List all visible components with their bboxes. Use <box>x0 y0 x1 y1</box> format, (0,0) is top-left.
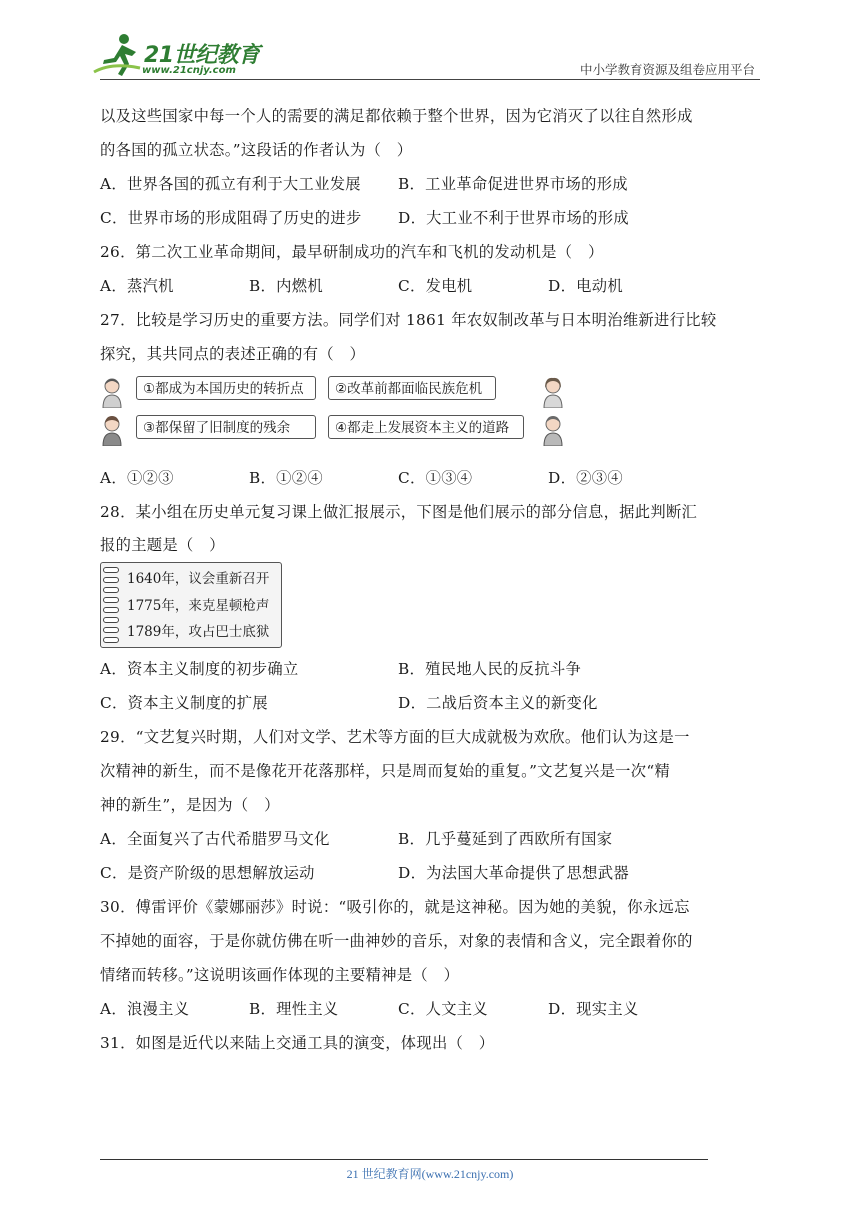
q28-option-d: D．二战后资本主义的新变化 <box>398 694 598 712</box>
q31-stem: 31．如图是近代以来陆上交通工具的演变，体现出（ ） <box>100 1034 495 1052</box>
logo-url: www.21cnjy.com <box>142 65 236 76</box>
header-divider <box>100 79 760 80</box>
q26-option-d: D．电动机 <box>548 277 623 295</box>
notepad-ring <box>103 567 119 573</box>
runner-icon <box>92 32 142 78</box>
note-entry-2: 1775年，来克星顿枪声 <box>127 598 270 614</box>
q29-option-a: A．全面复兴了古代希腊罗马文化 <box>100 830 330 848</box>
q30-stem-line3: 情绪而转移。”这说明该画作体现的主要精神是（ ） <box>100 966 460 984</box>
footer-divider <box>100 1159 708 1160</box>
q29-stem-line2: 次精神的新生，而不是像花开花落那样，只是周而复始的重复。”文艺复兴是一次“精 <box>100 762 671 780</box>
notepad-ring <box>103 637 119 643</box>
logo-text: 21世纪教育 <box>144 43 260 68</box>
statement-bubble-3: ③都保留了旧制度的残余 <box>136 415 316 439</box>
q27-stem-line1: 27．比较是学习历史的重要方法。同学们对 1861 年农奴制改革与日本明治维新进行比较 <box>100 311 717 329</box>
site-logo <box>92 32 262 80</box>
q26-stem: 26．第二次工业革命期间，最早研制成功的汽车和飞机的发动机是（ ） <box>100 243 604 261</box>
note-entry-1: 1640年，议会重新召开 <box>127 571 270 587</box>
q29-option-d: D．为法国大革命提供了思想武器 <box>398 864 629 882</box>
q25-option-b: B．工业革命促进世界市场的形成 <box>398 175 628 193</box>
q29-stem-line3: 神的新生”，是因为（ ） <box>100 796 280 814</box>
q30-option-c: C．人文主义 <box>398 1000 488 1018</box>
q26-option-a: A．蒸汽机 <box>100 277 174 295</box>
q28-option-b: B．殖民地人民的反抗斗争 <box>398 660 582 678</box>
q25-line2: 的各国的孤立状态。”这段话的作者认为（ ） <box>100 141 413 159</box>
note-entry-3: 1789年，攻占巴士底狱 <box>127 624 270 640</box>
q27-option-d: D．②③④ <box>548 469 623 487</box>
student-boy-icon <box>541 414 565 446</box>
statement-bubble-2: ②改革前都面临民族危机 <box>328 376 496 400</box>
q27-option-b: B．①②④ <box>249 469 323 487</box>
q28-stem-line1: 28．某小组在历史单元复习课上做汇报展示，下图是他们展示的部分信息，据此判断汇 <box>100 503 698 521</box>
q30-option-b: B．理性主义 <box>249 1000 339 1018</box>
notepad-ring <box>103 607 119 613</box>
q26-option-b: B．内燃机 <box>249 277 323 295</box>
q30-option-a: A．浪漫主义 <box>100 1000 190 1018</box>
footer-text: 21 世纪教育网(www.21cnjy.com) <box>346 1167 514 1181</box>
statement-bubble-4: ④都走上发展资本主义的道路 <box>328 415 524 439</box>
q29-option-b: B．几乎蔓延到了西欧所有国家 <box>398 830 613 848</box>
notepad-ring <box>103 627 119 633</box>
q27-option-a: A．①②③ <box>100 469 174 487</box>
student-girl-icon <box>541 376 565 408</box>
q30-stem-line1: 30．傅雷评价《蒙娜丽莎》时说：“吸引你的，就是这神秘。因为她的美貌，你永远忘 <box>100 898 690 916</box>
student-girl-icon <box>100 376 124 408</box>
q25-line1: 以及这些国家中每一个人的需要的满足都依赖于整个世界，因为它消灭了以往自然形成 <box>100 107 693 125</box>
statement-bubble-1: ①都成为本国历史的转折点 <box>136 376 316 400</box>
q29-stem-line1: 29．“文艺复兴时期，人们对文学、艺术等方面的巨大成就极为欢欣。他们认为这是一 <box>100 728 690 746</box>
notepad-ring <box>103 617 119 623</box>
notepad-ring <box>103 577 119 583</box>
q26-option-c: C．发电机 <box>398 277 473 295</box>
q28-stem-line2: 报的主题是（ ） <box>100 536 225 554</box>
q25-option-a: A．世界各国的孤立有利于大工业发展 <box>100 175 361 193</box>
q27-stem-line2: 探究，其共同点的表述正确的有（ ） <box>100 345 366 363</box>
q25-option-c: C．世界市场的形成阻碍了历史的进步 <box>100 209 362 227</box>
q28-option-c: C．资本主义制度的扩展 <box>100 694 268 712</box>
header-platform-name: 中小学教育资源及组卷应用平台 <box>579 62 755 77</box>
notepad-ring <box>103 587 119 593</box>
q25-option-d: D．大工业不利于世界市场的形成 <box>398 209 629 227</box>
q29-option-c: C．是资产阶级的思想解放运动 <box>100 864 315 882</box>
notepad-ring <box>103 597 119 603</box>
q30-stem-line2: 不掉她的面容，于是你就仿佛在听一曲神妙的音乐，对象的表情和含义，完全跟着你的 <box>100 932 693 950</box>
q30-option-d: D．现实主义 <box>548 1000 639 1018</box>
q28-option-a: A．资本主义制度的初步确立 <box>100 660 299 678</box>
q27-option-c: C．①③④ <box>398 469 473 487</box>
student-boy-icon <box>100 414 124 446</box>
spiral-notepad <box>100 562 282 648</box>
